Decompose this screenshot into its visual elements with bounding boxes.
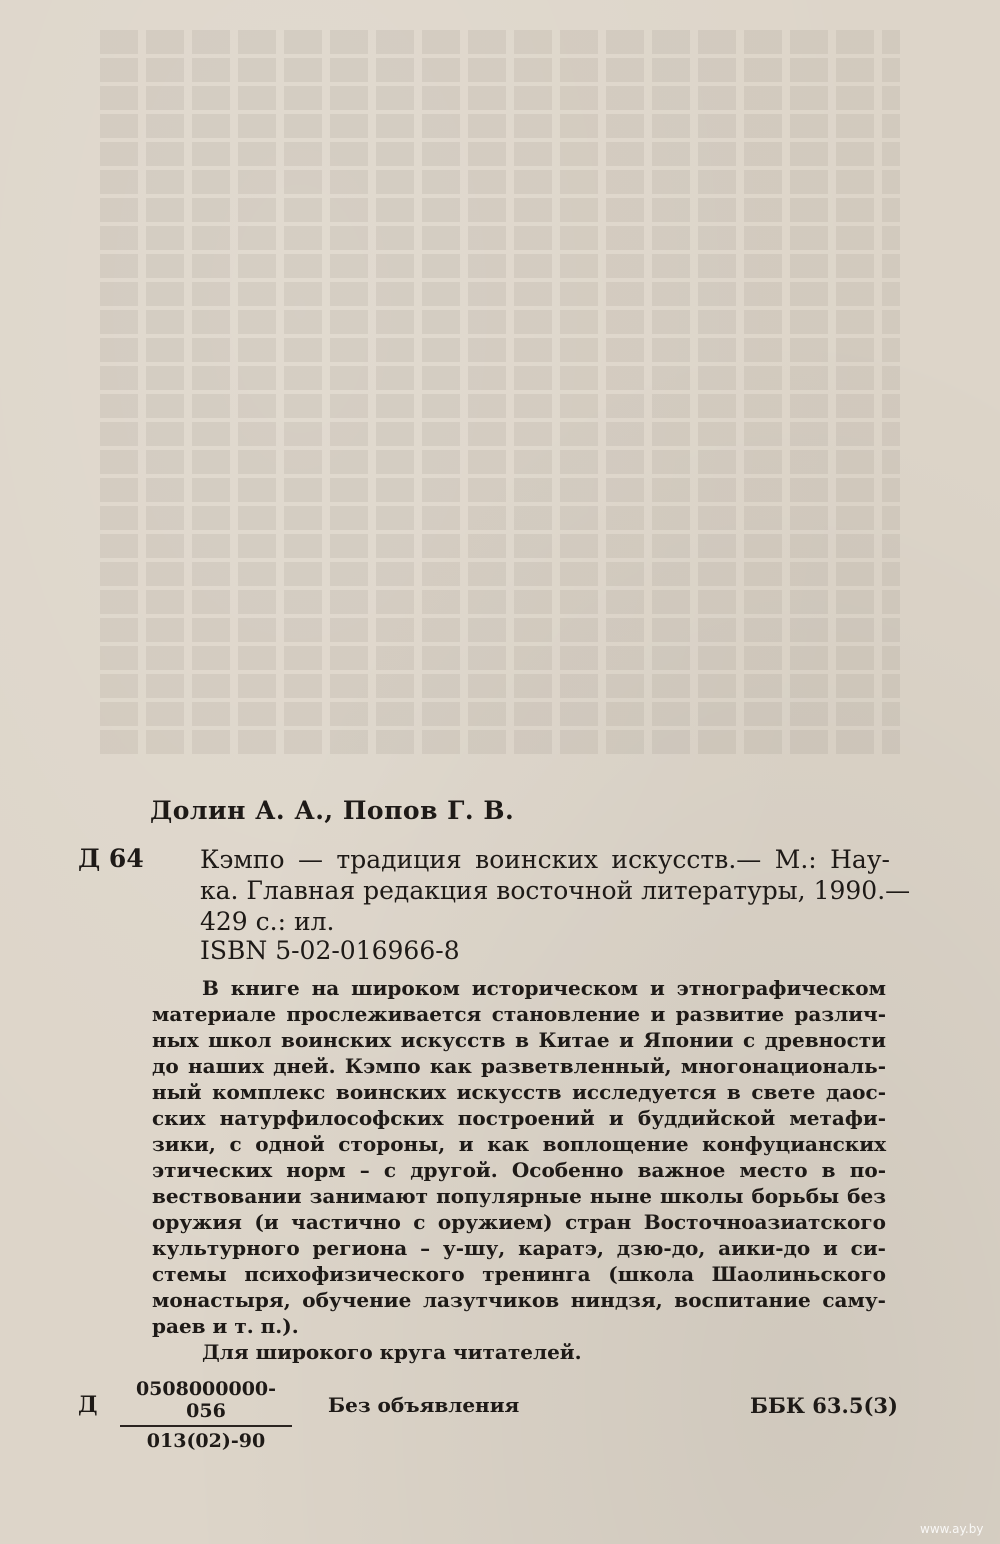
annotation-line: ских натурфилософских построений и буддийской метафи- <box>152 1106 886 1130</box>
title-line: Кэмпо — традиция воинских искусств.— М.: Нау- <box>200 845 890 874</box>
isbn: ISBN 5-02-016966-8 <box>200 936 460 965</box>
annotation-line: до наших дней. Кэмпо как разветвленный, многонациональ- <box>152 1054 886 1078</box>
annotation-line: вествовании занимают популярные ныне школы борьбы без <box>152 1184 886 1208</box>
title-line: 429 с.: ил. <box>200 907 335 936</box>
bibliographic-entry <box>200 844 911 937</box>
footer-letter: Д <box>78 1392 98 1418</box>
annotation-line: оружия (и частично с оружием) стран Восточноазиатского <box>152 1210 886 1234</box>
call-number: Д 64 <box>78 844 144 873</box>
fraction-denominator: 013(02)-90 <box>146 1430 266 1452</box>
annotation-line: зики, с одной стороны, и как воплощение конфуцианских <box>152 1132 886 1156</box>
annotation-line: стемы психофизического тренинга (школа Шаолиньского <box>152 1262 886 1286</box>
bbk-classification: ББК 63.5(3) <box>750 1393 898 1418</box>
annotation-line: монастыря, обучение лазутчиков ниндзя, воспитание саму- <box>152 1288 886 1312</box>
annotation-line: материале прослеживается становление и развитие различ- <box>152 1002 886 1026</box>
publication-code-fraction <box>120 1378 292 1452</box>
annotation-line: культурного региона – у-шу, каратэ, дзю-до, аики-до и си- <box>152 1236 886 1260</box>
annotation-line: раев и т. п.). <box>152 1314 299 1338</box>
fraction-numerator: 0508000000-056 <box>120 1378 292 1427</box>
site-watermark: www.ay.by <box>920 1522 984 1536</box>
audience-note: Для широкого круга читателей. <box>202 1340 582 1364</box>
annotation-line: этических норм – с другой. Особенно важное место в по- <box>152 1158 886 1182</box>
no-announcement-note: Без объявления <box>328 1393 520 1417</box>
authors-heading: Долин А. А., Попов Г. В. <box>150 796 515 825</box>
annotation-line: ных школ воинских искусств в Китае и Японии с древности <box>152 1028 886 1052</box>
annotation-line: ный комплекс воинских искусств исследуется в свете даос- <box>152 1080 886 1104</box>
annotation <box>152 975 886 1365</box>
annotation-line: В книге на широком историческом и этнографическом <box>202 976 886 1000</box>
title-line: ка. Главная редакция восточной литературы, 1990.— <box>200 876 911 905</box>
reverse-side-bleed-through <box>100 30 900 770</box>
